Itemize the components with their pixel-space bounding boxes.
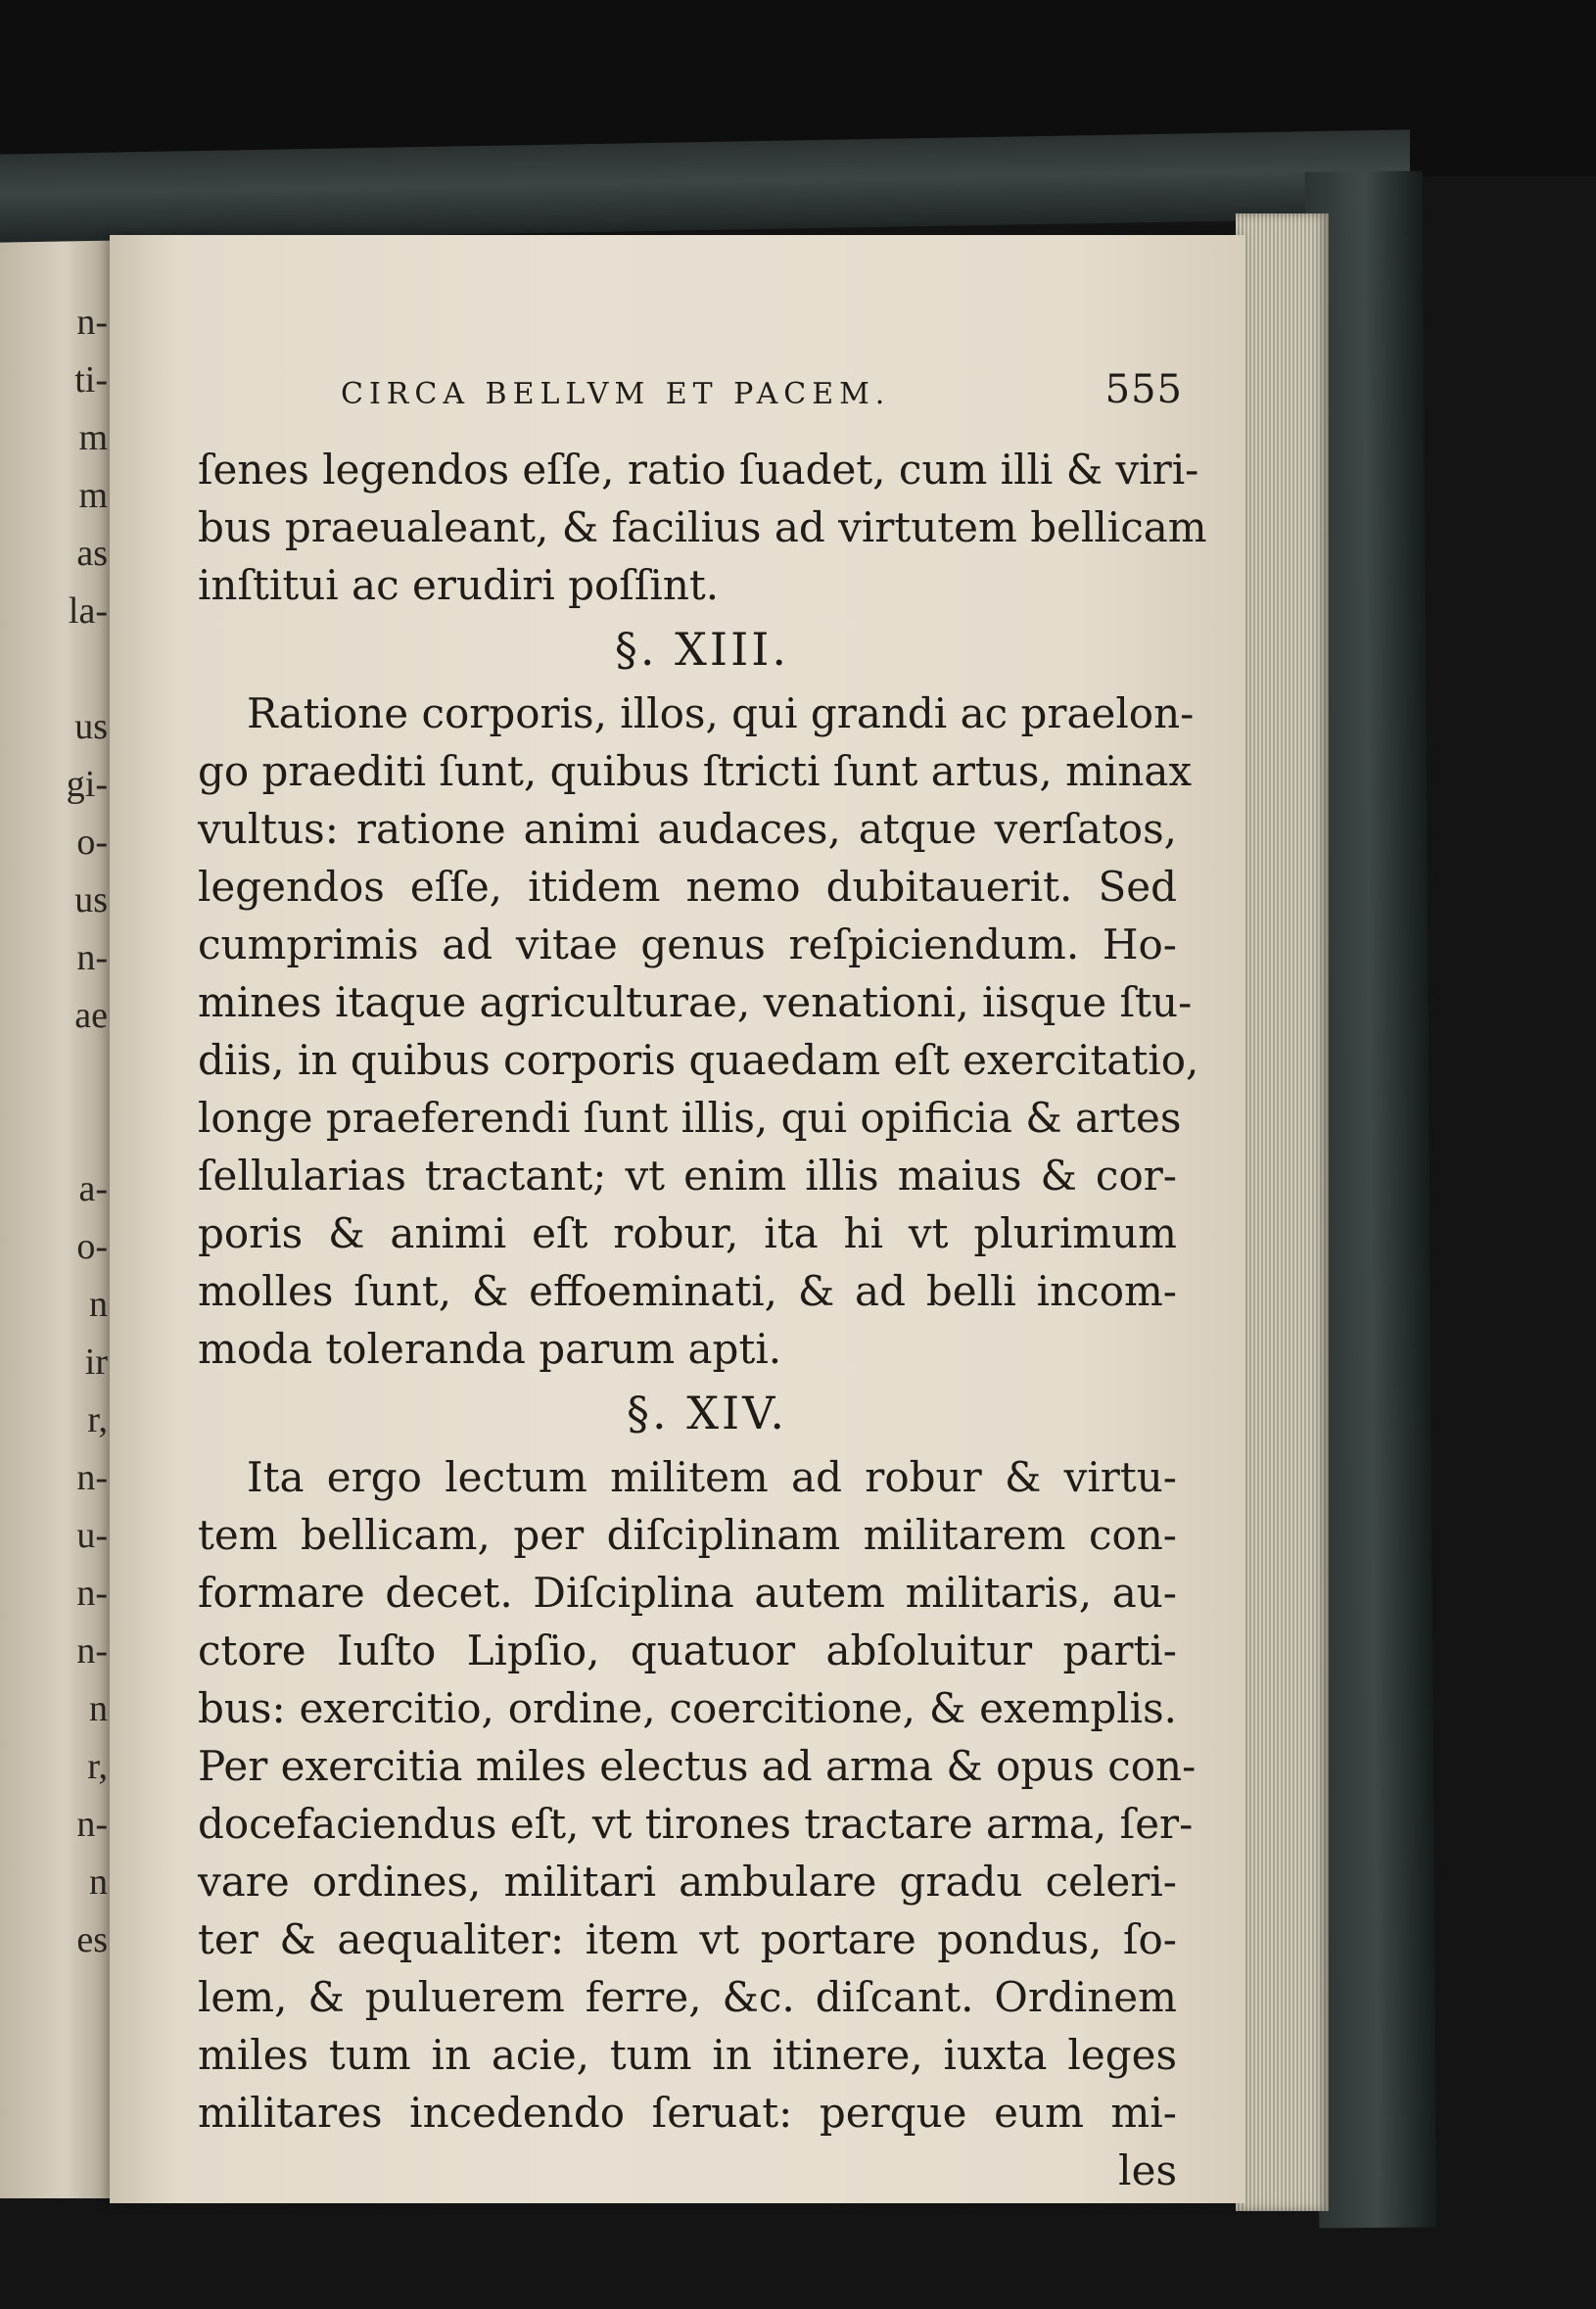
page-number: 555 bbox=[1104, 367, 1183, 412]
text-line: ter & aequaliter: item vt portare pondus, ſo- bbox=[198, 1915, 1177, 1963]
text-line: mines itaque agriculturae, venationi, iisque ſtu- bbox=[198, 978, 1193, 1026]
facing-page-fragment: n- bbox=[76, 1630, 108, 1672]
text-line: docefaciendus eſt, vt tirones tractare arma, ſer- bbox=[198, 1800, 1194, 1848]
facing-page-fragment: n- bbox=[76, 302, 108, 343]
text-line: ſellularias tractant; vt enim illis maius & cor- bbox=[198, 1152, 1177, 1200]
facing-page-fragment: n- bbox=[76, 1457, 108, 1498]
text-line: ctore Iuſto Lipſio, quatuor abſoluitur parti- bbox=[198, 1626, 1177, 1674]
text-line: bus: exercitio, ordine, coercitione, & exemplis. bbox=[198, 1684, 1177, 1732]
text-line: legendos eſſe, itidem nemo dubitauerit. Sed bbox=[198, 863, 1177, 911]
facing-page-fragment: u- bbox=[76, 1515, 108, 1556]
text-line: go praediti ſunt, quibus ſtricti ſunt artus, minax bbox=[198, 747, 1193, 795]
facing-page-fragment: n bbox=[89, 1861, 108, 1903]
facing-page-fragment: us bbox=[74, 879, 108, 920]
facing-page-fragment: ir bbox=[84, 1342, 108, 1383]
text-line: inſtitui ac erudiri poſſint. bbox=[198, 561, 720, 609]
text-line: les bbox=[1118, 2146, 1177, 2194]
book-page bbox=[110, 235, 1245, 2203]
text-line: tem bellicam, per diſciplinam militarem con- bbox=[198, 1511, 1177, 1559]
text-line: militares incedendo ſeruat: perque eum mi- bbox=[198, 2089, 1177, 2137]
facing-page-fragment: n bbox=[89, 1688, 108, 1729]
facing-page-fragment: a- bbox=[78, 1168, 108, 1209]
text-line: miles tum in acie, tum in itinere, iuxta leges bbox=[198, 2031, 1177, 2079]
facing-page-fragment: gi- bbox=[66, 764, 108, 805]
text-line: formare decet. Diſciplina autem militaris, au- bbox=[198, 1569, 1177, 1617]
facing-page-fragment: la- bbox=[68, 590, 108, 632]
text-line: Ita ergo lectum militem ad robur & virtu- bbox=[247, 1453, 1177, 1501]
facing-page-fragment: es bbox=[76, 1919, 108, 1960]
facing-page-fragment: o- bbox=[76, 1226, 108, 1267]
facing-page-edge bbox=[0, 211, 117, 2198]
text-line: lem, & puluerem ferre, &c. diſcant. Ordinem bbox=[198, 1973, 1177, 2021]
text-line: poris & animi eſt robur, ita hi vt plurimum bbox=[198, 1209, 1177, 1257]
text-line: moda toleranda parum apti. bbox=[198, 1325, 782, 1373]
text-line: diis, in quibus corporis quaedam eſt exercitatio, bbox=[198, 1036, 1199, 1084]
running-head-title: CIRCA BELLVM ET PACEM. bbox=[341, 377, 891, 411]
facing-page-fragment: r, bbox=[87, 1399, 108, 1440]
facing-page-fragment: n- bbox=[76, 1804, 108, 1845]
running-head bbox=[341, 367, 1183, 426]
facing-page-fragment: n- bbox=[76, 1573, 108, 1614]
text-line: cumprimis ad vitae genus reſpiciendum. Ho- bbox=[198, 920, 1177, 968]
text-line: bus praeualeant, & facilius ad virtutem bellicam bbox=[198, 503, 1207, 551]
facing-page-fragment: n- bbox=[76, 937, 108, 978]
text-line: longe praeferendi ſunt illis, qui opificia & artes bbox=[198, 1094, 1182, 1142]
page-stack-edge bbox=[1236, 213, 1329, 2211]
text-line: molles ſunt, & effoeminati, & ad belli incom- bbox=[198, 1267, 1177, 1315]
facing-page-fragment: ae bbox=[74, 995, 108, 1036]
text-line: ſenes legendos eſſe, ratio ſuadet, cum illi & viri- bbox=[198, 446, 1199, 494]
text-line: Per exercitia miles electus ad arma & opus con- bbox=[198, 1742, 1197, 1790]
facing-page-fragment: m bbox=[78, 475, 108, 516]
facing-page-fragment: n bbox=[89, 1284, 108, 1325]
section-heading: §. XIV. bbox=[627, 1387, 787, 1439]
facing-page-fragment: us bbox=[74, 706, 108, 747]
text-line: vare ordines, militari ambulare gradu celeri- bbox=[198, 1858, 1177, 1906]
section-heading: §. XIII. bbox=[614, 623, 790, 676]
facing-page-fragment: r, bbox=[87, 1746, 108, 1787]
facing-page-fragment: m bbox=[78, 417, 108, 458]
text-line: vultus: ratione animi audaces, atque verſatos, bbox=[198, 805, 1177, 853]
facing-page-fragment: as bbox=[76, 533, 108, 574]
facing-page-fragment: o- bbox=[76, 822, 108, 863]
body-text bbox=[198, 441, 1207, 2199]
facing-page-fragment: ti- bbox=[74, 359, 108, 401]
text-line: Ratione corporis, illos, qui grandi ac praelon- bbox=[247, 689, 1195, 737]
